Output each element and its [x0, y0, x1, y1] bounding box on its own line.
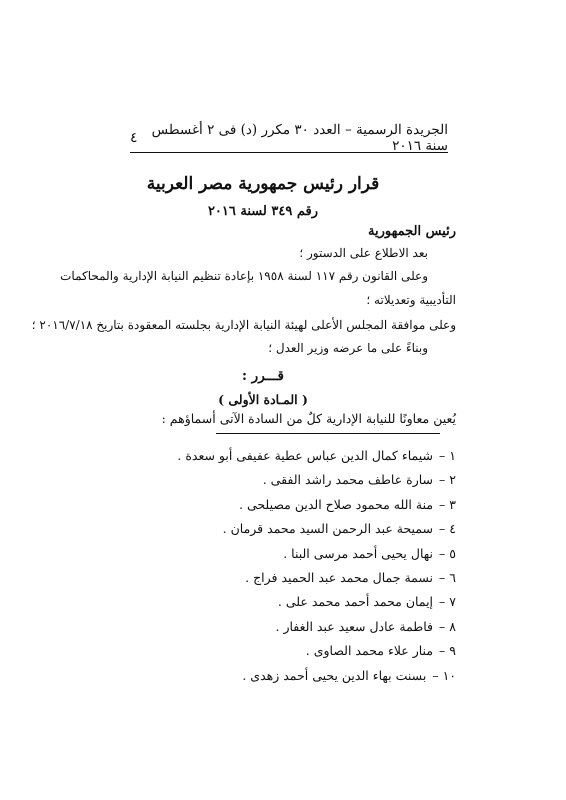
- decree-title: قرار رئيس جمهورية مصر العربية: [146, 174, 380, 194]
- list-item: ٥ – نهال يحيى أحمد مرسى البنا .: [283, 545, 456, 561]
- header-rule: [130, 152, 448, 153]
- running-title: الجريدة الرسمية – العدد ٣٠ مكرر (د) فى ٢ أغسطس سنة ٢٠١٦: [151, 122, 448, 154]
- preamble-line: التأديبية وتعديلاته ؛: [366, 293, 456, 307]
- list-item: ٤ – سميحة عبد الرحمن السيد محمد قرمان .: [222, 521, 456, 537]
- preamble-line: بعد الاطلاع على الدستور ؛: [299, 246, 428, 260]
- preamble-line: وعلى موافقة المجلس الأعلى لهيئة النيابة الإدارية بجلسته المعقودة بتاريخ ٢٠١٦/٧/١٨ ؛: [31, 318, 456, 332]
- list-item: ٣ – منة الله محمود صلاح الدين مصيلحى .: [239, 496, 456, 512]
- decree-number: رقم ٣٤٩ لسنة ٢٠١٦: [207, 204, 319, 219]
- list-item: ٨ – فاطمة عادل سعيد عبد الغفار .: [275, 618, 456, 634]
- running-header: [130, 122, 448, 154]
- appointee-list: [177, 444, 456, 688]
- issuer-heading: رئيس الجمهورية: [368, 224, 456, 239]
- list-item: ٢ – سارة عاطف محمد راشد الفقى .: [262, 472, 456, 488]
- list-item: ١ – شيماء كمال الدين عباس عطية عفيفى أبو سعدة .: [177, 448, 456, 463]
- list-item: ٧ – إيمان محمد أحمد محمد على .: [277, 594, 456, 610]
- list-item: ٦ – نسمة جمال محمد عبد الحميد فراج .: [245, 569, 456, 585]
- preamble-line: وعلى القانون رقم ١١٧ لسنة ١٩٥٨ بإعادة تنظيم النيابة الإدارية والمحاكمات: [60, 269, 428, 283]
- list-item: ١٠ – بسنت بهاء الدين يحيى أحمد زهدى .: [242, 667, 456, 683]
- article-title: ( المـادة الأولى ): [218, 392, 308, 407]
- page-number: ٤: [130, 130, 138, 146]
- decided-heading: قـــرر :: [242, 368, 284, 384]
- preamble-line: وبناءً على ما عرضه وزير العدل ؛: [268, 341, 428, 355]
- intro-underline: [216, 433, 440, 434]
- article-intro: يُعين معاونًا للنيابة الإدارية كلٌ من السادة الآتى أسماؤهم :: [161, 411, 456, 426]
- list-item: ٩ – منار علاء محمد الصاوى .: [305, 643, 456, 659]
